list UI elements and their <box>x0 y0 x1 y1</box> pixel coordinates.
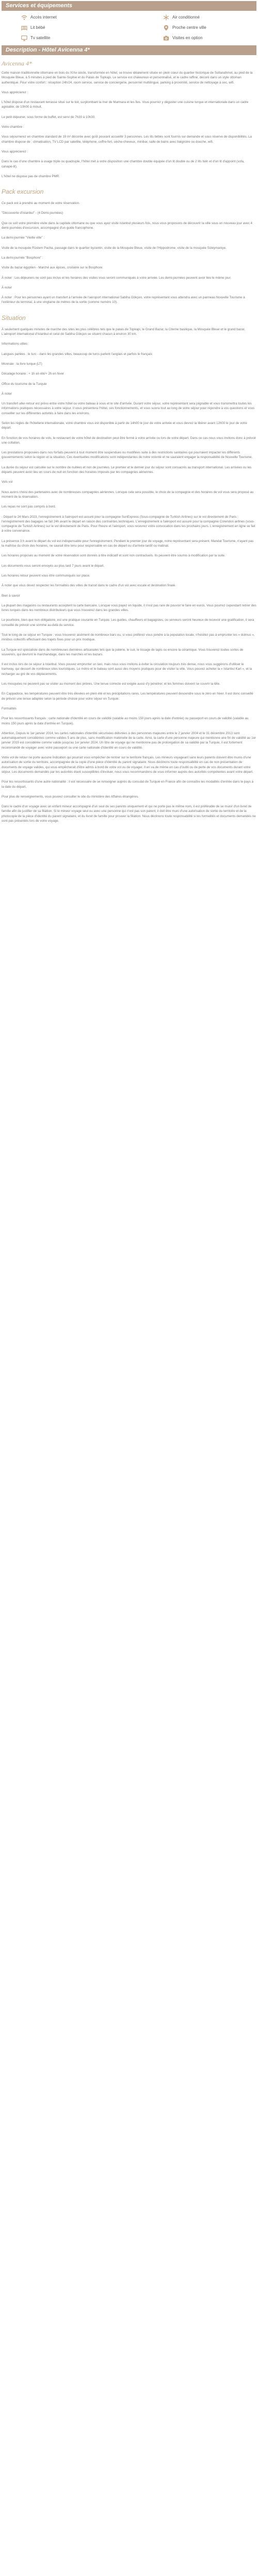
amenity-label: Lit bébé <box>30 25 45 30</box>
paragraph: Les prestations proposées dans nos forfaits peuvent à tout moment être suspendues ou modifiées suite à des restrictions sanitaires qui pourraient impacter les différents gouvernements selon la région et la situation. Ces éventuelles modifications sont indépendantes de notre volonté et ne sauraient engager la responsabilité de Nouvelle Tourisme. <box>2 451 253 460</box>
paragraph: Visite du bazar égyptien - Marché aux épices, croisière sur le Bosphore. <box>2 266 103 270</box>
paragraph: - Départ le 24 Mars 2023, l'enregistrement à l'aéroport est assuré pour la compagnie SunExpress (Sous-compagnie de Turkish Airlines) sur le vol directement de Paris : l'enregistrement des bagages se fait 24h avant le départ en raison des contraintes techniques. L'enregistrement à l'aéroport est assuré pour la compagnie Corendon airlines (sous-compagnie de Turkish Airlines) sur le vol directement de Paris. Pour l'heure et l'aéroport, vous recevrez votre convocation dans les prochains jours. L'enregistrement en ligne se fait à votre convenance. <box>2 515 255 533</box>
page <box>0 0 258 833</box>
amenity-item <box>2 12 129 23</box>
paragraph: Les repas ne sont pas compris à bord. <box>2 505 56 509</box>
paragraph: Le petit déjeuner, sous forme de buffet, est servi de 7h30 à 10h30. <box>2 115 95 119</box>
amenity-label: Air conditionné <box>172 15 200 20</box>
paragraph: Vous séjournerez en chambre standard de 19 m² décorée avec goût pouvant accueillir 3 personnes. Les lits bébés sont fournis sur demande et sous réserve de disponibilités. La chambre dispose de : climatisation, TV LCD par satellite, téléphone, coffre-fort, sèche-cheveux, minibar, salle de bains avec baignoire ou douche, wifi. <box>2 135 252 144</box>
paragraph: Informations utiles : <box>2 342 29 346</box>
amenity-item <box>2 23 129 33</box>
amenities-grid <box>2 11 256 45</box>
amenity-item <box>129 12 256 23</box>
paragraph: Dans le cas d'une chambre à usage triple ou quadruple, l'hôtel met à votre disposition une chambre double équipée d'un lit double ou de 2 lits twin et d'un lit d'appoint (sofa, canapé-lit). <box>2 160 245 168</box>
paragraph: Pour les ressortissants d'une autre nationalité : il est nécessaire de se renseigner auprès du consulat de Turquie en France afin de connaître les modalités d'entrée dans le pays à la date du départ. <box>2 780 254 789</box>
paragraph: La demi-journée "Bosphore" : <box>2 256 43 260</box>
paragraph: Selon les règles de l'hôtellerie internationale, votre chambre vous est disponible à partir de 14h00 le jour de votre arrivée et vous devrez la libérer avant 12h00 le jour de votre départ. <box>2 421 247 430</box>
paragraph: En fonction de vos horaires de vols, le restaurant de votre hôtel de destination peut être fermé à votre arrivée ou lors de votre départ. Dans ce cas nous vous invitons donc à prévoir une collation. <box>2 436 256 445</box>
hotel-title: Avicenna 4* <box>2 60 32 67</box>
amenity-label: Accès internet <box>30 15 57 20</box>
paragraph: La durée du séjour est calculée sur le nombre de nuitées et non de journées. Le premier et le dernier jour du séjour sont consacrés au transport international. Les arrivées ou les départs peuvent avoir lieu en cours de nuit en fonction des horaires imposés par les compagnies aériennes. <box>2 465 252 474</box>
paragraph: Que ce soit votre première visite dans la capitale ottomane ou que vous ayez visité Istanbul plusieurs fois, nous vous proposons de découvrir la ville sous un nouveau jour avec 4 demi-journées d'excursion, accompagné d'un guide francophone. <box>2 221 252 230</box>
section-subtitle: Situation <box>2 314 26 321</box>
paragraph: À seulement quelques minutes de marche des sites les plus célèbres tels que le palais de Topkapi, le Grand Bazar, la Citerne basilique, la Mosquée Bleue et le grand bazar. L'aéroport international d'Istanbul et celui de Sabiha Gökçen se situent chacun à environ 30 km. <box>2 327 246 336</box>
description-body <box>2 71 256 823</box>
paragraph: Pour les ressortissants français : carte nationale d'identité en cours de validité (valable au moins 150 jours après la date d'entrée) ou passeport en cours de validité (valable au moins 150 jours après la date d'entrée en Turquie). <box>2 717 249 725</box>
paragraph: Décalage horaire : + 1h en été/+ 2h en hiver <box>2 372 64 376</box>
paragraph: Les documents vous seront envoyés au plus tard 7 jours avant le départ. <box>2 564 105 568</box>
tour-icon <box>163 35 169 41</box>
satellite-tv-icon <box>21 35 27 41</box>
paragraph: Les horaires retour peuvent vous être communiqués sur place. <box>2 573 90 578</box>
paragraph: Un transfert aller-retour est prévu entre votre hôtel ou votre bateau à vous et le site d'arrivée. Durant votre séjour, votre représentant sera joignable et vous transmettra toutes les informations pratiques nécessaires à votre séjour. Il vous présentera l'hôtel, ses fonctionnements, et vous suivra tout au long de votre séjour pour répondre à vos questions et vous conseiller sur les différentes activités à faire dans les environs. <box>2 402 255 415</box>
paragraph: Le pourboire, bien que non obligatoire, est une pratique courante en Turquie. Les guides, chauffeurs et bagagistes, ou serveurs seront heureux de recevoir une gratification, il sera conseillé de prévoir une somme au-delà du service. <box>2 618 254 627</box>
paragraph: Vols vol <box>2 480 13 484</box>
wifi-icon <box>21 14 27 21</box>
paragraph: Vous apprécierez : <box>2 149 28 154</box>
amenity-item <box>129 23 256 33</box>
paragraph: Ce pack est à prendre au moment de votre réservation. <box>2 201 80 206</box>
snowflake-icon <box>163 14 169 21</box>
paragraph: Les mosquées ne peuvent pas se visiter au moment des prières. Une tenue correcte est exigée aussi d'y pénétrer, et les femmes doivent se couvrir la tête. <box>2 682 220 686</box>
paragraph: Cette maison traditionnelle ottomane en bois du XIXe siècle, transformée en hôtel, se trouve idéalement située en plein cœur du quartier historique de Sultanahmet, au pied de la Mosquée Bleue, à 5 minutes à pied de Sainte-Sophie et du Palais de Topkapi. Le service est chaleureux et personnalisé, et le cadre raffiné, décoré dans un style ottoman authentique. Pour votre confort : réception 24h/24, room service, service de conciergerie, personnel multilingue, parking à proximité, service de nettoyage à sec, wifi. <box>2 71 253 84</box>
paragraph: Pour plus de renseignements, vous pouvez consulter le site du ministère des Affaires étrangères. <box>2 794 139 799</box>
paragraph: Attention, Depuis le 1er janvier 2014, les cartes nationales d'identité sécurisées délivrées à des personnes majeures entre le 2 janvier 2004 et le 31 décembre 2013 sont automatiquement considérées comme valides 5 ans de plus, sans modification matérielle de la carte. Ainsi, la carte d'une personne majeure qui mentionne une fin de validité au 1er janvier 2019 est considérée comme valide jusqu'au 1er janvier 2024. Un titre de voyage qui ne mentionne pas de prolongation de sa validité par la Turquie, il est fortement recommandé de voyager avec votre passeport ou une carte nationale d'identité en cours de validité. <box>2 731 256 750</box>
paragraph: L'hôtel dispose d'un restaurant terrasse situé sur le toit, surplombant la mer de Marmara et les îles. Vous pourrez y déguster une cuisine turque et internationale dans un cadre agréable, de 10h00 à minuit. <box>2 100 249 109</box>
paragraph: Monnaie : la livre turque (LT) <box>2 362 42 366</box>
paragraph: À noter <box>2 392 12 396</box>
paragraph: La plupart des magasins ou restaurants acceptent la carte bancaire. Lorsque vous payez en liquide, il n'est pas rare de pouvoir le faire en euros. Vous pourrez cependant retirer des livres turques dans les nombreux distributeurs que vous trouverez dans les grandes villes. <box>2 603 256 613</box>
paragraph: "Découverte d'Istanbul" - (4 Demi-journées) <box>2 211 63 215</box>
paragraph: Il est inclus lors de ce séjour à Istanbul. Vous pouvez emprunter un taxi, mais nous vous invitons à éviter la circulation toujours très dense, nous vous suggérons d'utiliser le tramway, qui dessert de nombreux sites touristiques. Le métro et le bateau sont aussi des moyens pratiques pour de visiter la ville. Vous pouvez acheter la « Istanbul Kart », et la recharger au gré de vos déplacements. <box>2 663 252 676</box>
city-center-icon <box>163 25 169 31</box>
paragraph: La Turquie est spécialiste dans de nombreuses dernières artisanales tels que la poterie, le cuir, le tissage de tapis ou encore la céramique. Vous trouverez toutes sortes de souvenirs, qui devront le marchandage, dans les marchés et les bazars. <box>2 648 244 656</box>
paragraph: Visite de la mosquée Rüstem Pacha, passage dans le quartier byzantin, visite de la Mosquée Bleue, visite de l'Hippodrome, visite de la mosquée Süleymaniye. <box>2 246 227 250</box>
paragraph: Bien à savoir <box>2 594 20 598</box>
paragraph: À noter <box>2 285 12 290</box>
paragraph: Formalités <box>2 706 17 710</box>
amenity-label: Visites en option <box>172 36 203 40</box>
paragraph: À noter que vous devez respecter les formalités des villes de transit dans le cadre d'un vol avec escale et destination finale. <box>2 584 176 588</box>
paragraph: Votre chambre : <box>2 125 24 129</box>
paragraph: Tout le long de ce séjour en Turquie : vous trouverez aisément de nombreux bars ou, si vous préférez vous joindre à la population locale, n'hésitez pas à emprunter les « dolmus », minibus collectifs effectuant des trajets fixes pour un prix modique. <box>2 633 255 642</box>
paragraph: À noter : Les déjeuners ne sont pas inclus et les horaires des visites vous seront communiqués à votre arrivée. Les demi-journées peuvent avoir lieu le même jour. <box>2 276 232 280</box>
paragraph: Votre vol de retour ne porte aucune indication qui pourrait vous empêcher de rentrer sur le territoire français. Les mineurs voyageant sans leurs parents doivent être munis d'une autorisation de sortie du territoire, accompagnée de la copie d'une pièce d'identité du parent signataire. Nous déclinons toute responsabilité en cas de non présentation de documents de voyage valides, qui vous empêcherait d'être admis à bord de votre vol ou de voyager. Il en va de même en cas d'oubli ou de perte de vos documents durant votre séjour. Les documents demandés par les autorités étant susceptibles d'évoluer, nous vous recommandons de vous informer auprès des autorités compétentes avant votre départ. <box>2 756 253 774</box>
paragraph: La présence 3 h avant le départ du vol est indispensable pour l'enregistrement. Pendant le premier jour de voyage, notre représentant sera présent. Mandat Tourisme, n'ayant pas la maîtrise du choix des horaires, ne saurait être tenu pour responsable en cas de départ ou d'arrivée tardif ou matinal. <box>2 539 254 548</box>
services-header: Services et équipements <box>2 1 256 11</box>
amenity-label: Tv satellite <box>30 36 51 40</box>
baby-bed-icon <box>21 25 27 31</box>
paragraph: Les horaires proposés au moment de votre réservation sont donnés à titre indicatif et sont non contractuels. Ils peuvent être soumis à modification par la suite. <box>2 554 225 558</box>
amenity-label: Proche centre ville <box>172 25 206 30</box>
paragraph: La demi-journée "Vieille ville" : <box>2 236 45 240</box>
paragraph: Vous apprécierez : <box>2 90 28 94</box>
amenity-item <box>2 33 129 43</box>
paragraph: Nous avons choisi des partenaires avec de nombreuses compagnies aériennes. Lorsque cela sera possible, le choix de la compagnie et des horaires de vol vous sera proposé au moment de la réservation. <box>2 490 254 499</box>
paragraph: Dans le cadre d'un voyage avec un enfant mineur accompagné d'un seul de ses parents uniquement et qui ne porte pas le même nom, il est préférable de se munir d'un livret de famille afin de justifier de sa filiation. Si le mineur voyage seul ou avec une personne qui n'est pas son parent, il doit être muni d'une autorisation de sortie du territoire et de la photocopie de la pièce d'identité du parent signataire, et du livret de famille pour prouver la filiation. Nous déclinons toute responsabilité si les formalités et documents demandés ne sont pas présentés lors de votre voyage. <box>2 805 256 823</box>
paragraph: En Cappadoce, les températures peuvent être très élevées en plein été et les précipitations rares. Les températures peuvent descendre sous le zéro en hiver. Il est donc conseillé de prévoir une tenue adaptée selon la période choisie pour votre séjour en Turquie. <box>2 692 253 701</box>
paragraph: Langues parlées : le turc - dans les grandes villes, beaucoup de turcs parlent l'anglais et parfois le français <box>2 352 152 356</box>
paragraph: À noter : Pour les personnes ayant un transfert à l'arrivée de l'aéroport international Sabiha Gökçen, votre représentant vous attendra avec un panneau Nouvelle Tourisme à l'extérieur du terminal, à une vingtaine de mètres de la sortie (comme numéro 10). <box>2 296 245 304</box>
section-subtitle: Pack excursion <box>2 188 44 196</box>
paragraph: Office du tourisme de la Turquie <box>2 382 47 386</box>
description-header: Description - Hôtel Avicenna 4* <box>2 45 256 55</box>
paragraph: L'hôtel ne dispose pas de chambre PMR. <box>2 174 60 178</box>
amenity-item <box>129 33 256 43</box>
